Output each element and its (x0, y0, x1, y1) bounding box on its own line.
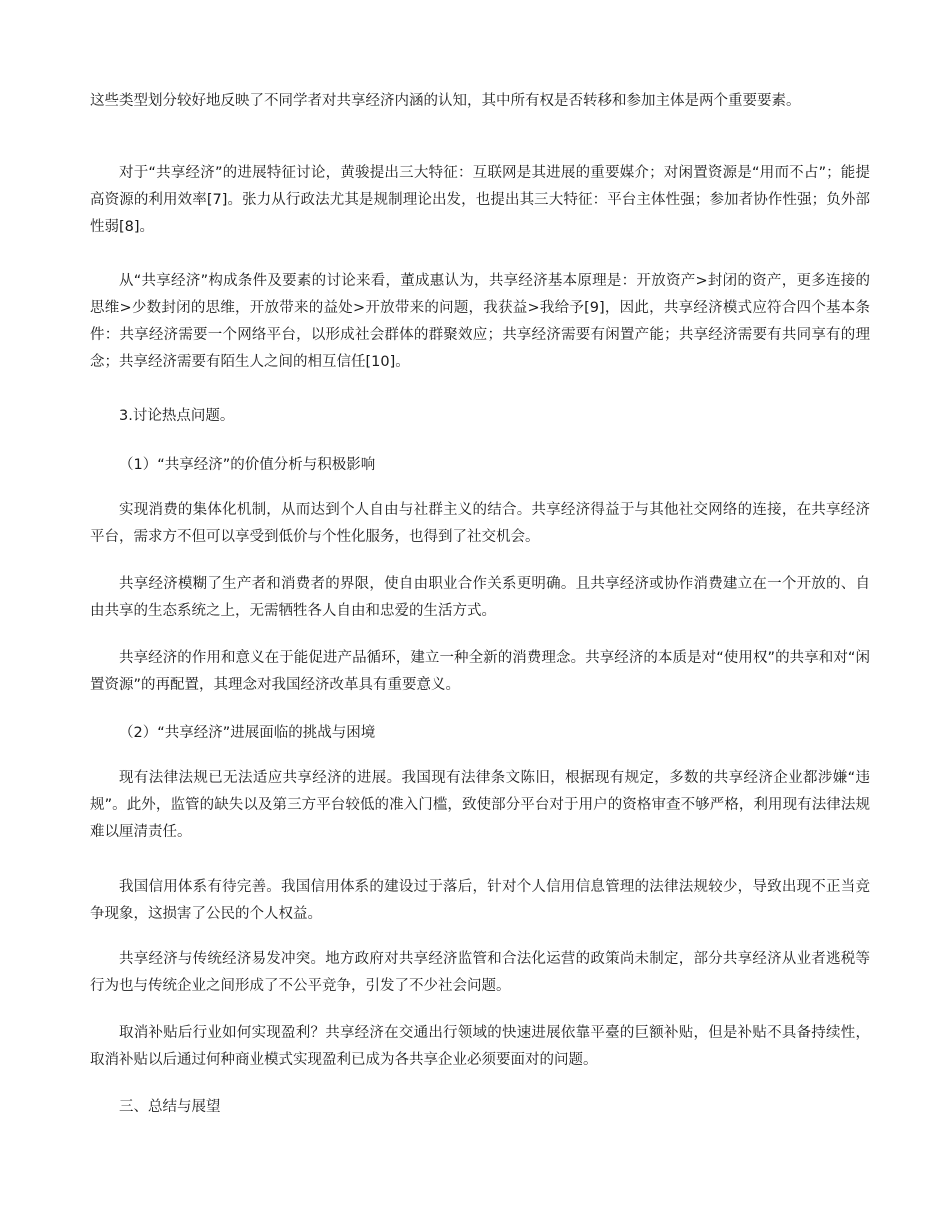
paragraph-credit-system: 我国信用体系有待完善。我国信用体系的建设过于落后，针对个人信用信息管理的法律法规较少，导致出现不正当竞争现象，这损害了公民的个人权益。 (90, 879, 870, 922)
paragraph-type-summary: 这些类型划分较好地反映了不同学者对共享经济内涵的认知，其中所有权是否转移和参加主体是两个重要要素。 (90, 93, 801, 109)
section-heading-conclusion: 三、总结与展望 (119, 1099, 221, 1115)
subheading-challenges: （2）“共享经济”进展面临的挑战与困境 (119, 725, 376, 741)
paragraph-legal-issues: 现有法律法规已无法适应共享经济的进展。我国现有法律条文陈旧，根据现有规定，多数的共享经济企业都涉嫌“违规”。此外，监管的缺失以及第三方平台较低的准入门槛，致使部分平台对于用户的资格审查不够严格，利用现有法律法规难以厘清责任。 (90, 770, 870, 840)
paragraph-profitability: 取消补贴后行业如何实现盈利？共享经济在交通出行领域的快速进展依靠平臺的巨额补贴，但是补贴不具备持续性，取消补贴以后通过何种商业模式实现盈利已成为各共享企业必须要面对的问题。 (90, 1025, 870, 1068)
subheading-value-analysis: （1）“共享经济”的价值分析与积极影响 (119, 457, 376, 473)
paragraph-blurred-boundaries: 共享经济模糊了生产者和消费者的界限，使自由职业合作关系更明确。且共享经济或协作消费建立在一个开放的、自由共享的生态系统之上，无需牺牲各人自由和忠爱的生活方式。 (90, 576, 870, 619)
paragraph-role-meaning: 共享经济的作用和意义在于能促进产品循环，建立一种全新的消费理念。共享经济的本质是对“使用权”的共享和对“闲置资源”的再配置，其理念对我国经济改革具有重要意义。 (90, 650, 871, 693)
paragraph-collective-consumption: 实现消费的集体化机制，从而达到个人自由与社群主义的结合。共享经济得益于与其他社交网络的连接，在共享经济平台，需求方不但可以享受到低价与个性化服务，也得到了社交机会。 (90, 502, 870, 545)
paragraph-features: 对于“共享经济”的进展特征讨论，黄骏提出三大特征：互联网是其进展的重要媒介；对闲置资源是“用而不占”；能提高资源的利用效率[7]。张力从行政法尤其是规制理论出发，也提出其三大特征：平台主体性强；参加者协作性强；负外部性弱[8]。 (90, 165, 870, 235)
section-heading-hot-topics: 3.讨论热点问题。 (119, 408, 235, 424)
paragraph-conflict: 共享经济与传统经济易发冲突。地方政府对共享经济监管和合法化运营的政策尚未制定，部分共享经济从业者逃税等行为也与传统企业之间形成了不公平竞争，引发了不少社会问题。 (90, 951, 870, 994)
paragraph-conditions: 从“共享经济”构成条件及要素的讨论来看，董成惠认为，共享经济基本原理是：开放资产>封闭的资产，更多连接的思维>少数封闭的思维，开放带来的益处>开放带来的问题，我获益>我给予[9]，因此，共享经济模式应符合四个基本条件：共享经济需要一个网络平台，以形成社会群体的群聚效应；共享经济需要有闲置产能；共享经济需要有共同享有的理念；共享经济需要有陌生人之间的相互信任[10]。 (90, 273, 870, 370)
